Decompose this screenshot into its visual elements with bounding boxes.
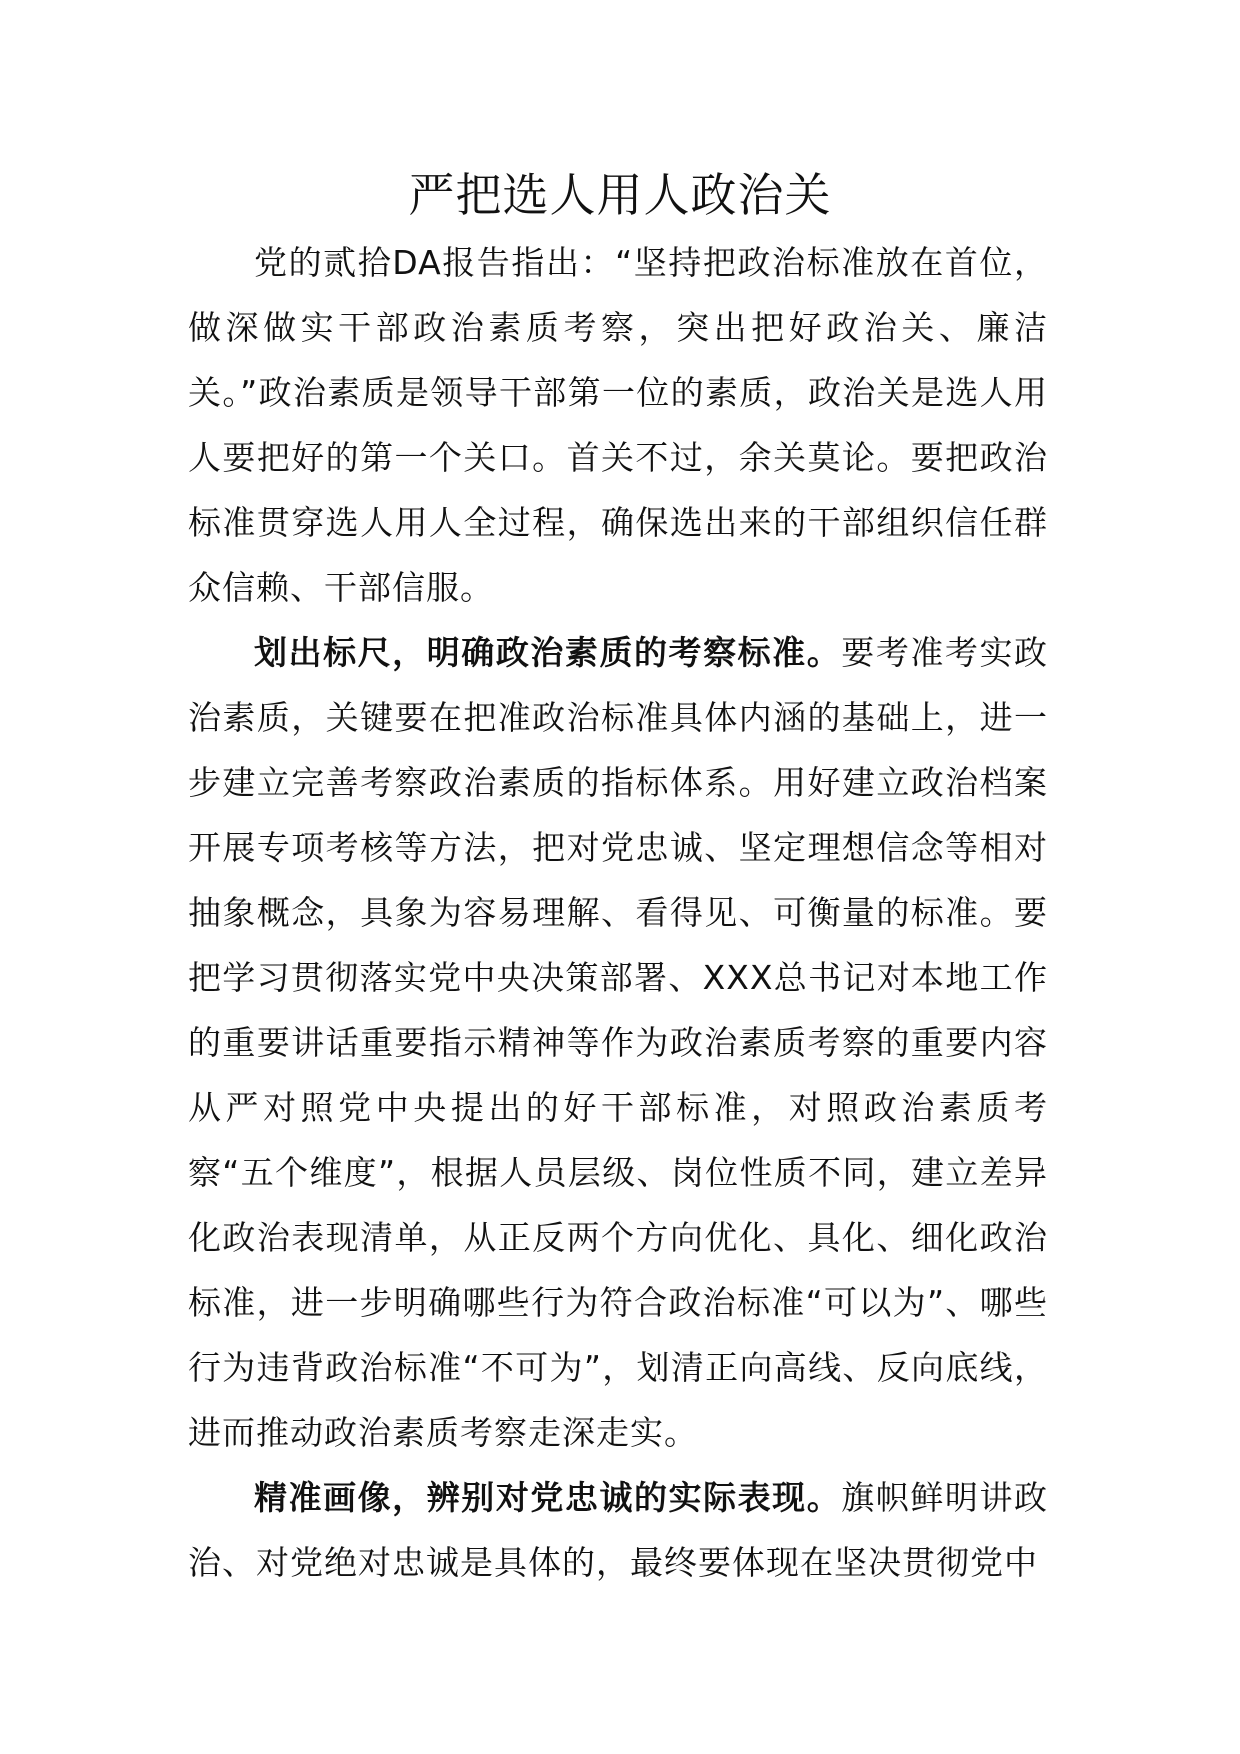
paragraph-3 — [188, 1465, 1048, 1595]
paragraph-1 — [188, 230, 1048, 620]
paragraph-2-lead: 划出标尺，明确政治素质的考察标准。 — [254, 633, 842, 672]
document-body — [188, 230, 1048, 1595]
paragraph-3-text: 旗帜鲜明讲政治、对党绝对忠诚是具体的，最终要体现在坚决贯彻党中 — [188, 1478, 1049, 1582]
paragraph-1-text: 党的贰拾DA报告指出：“坚持把政治标准放在首位，做深做实干部政治素质考察，突出把好政治关、廉洁关。”政治素质是领导干部第一位的素质，政治关是选人用人要把好的第一个关口。首关不过，余关莫论。要把政治标准贯穿选人用人全过程，确保选出来的干部组织信任群众信赖、干部信服。 — [188, 243, 1048, 607]
paragraph-3-lead: 精准画像，辨别对党忠诚的实际表现。 — [254, 1478, 842, 1517]
paragraph-2-text: 要考准考实政治素质，关键要在把准政治标准具体内涵的基础上，进一步建立完善考察政治素质的指标体系。用好建立政治档案开展专项考核等方法，把对党忠诚、坚定理想信念等相对抽象概念，具象为容易理解、看得见、可衡量的标准。要把学习贯彻落实党中央决策部署、XXX总书记对本地工作的重要讲话重要指示精神等作为政治素质考察的重要内容从严对照党中央提出的好干部标准，对照政治素质考察“五个维度”，根据人员层级、岗位性质不同，建立差异化政治表现清单，从正反两个方向优化、具化、细化政治标准，进一步明确哪些行为符合政治标准“可以为”、哪些行为违背政治标准“不可为”，划清正向高线、反向底线，进而推动政治素质考察走深走实。 — [188, 633, 1049, 1452]
document-title: 严把选人用人政治关 — [408, 168, 832, 222]
paragraph-2 — [188, 620, 1048, 1465]
